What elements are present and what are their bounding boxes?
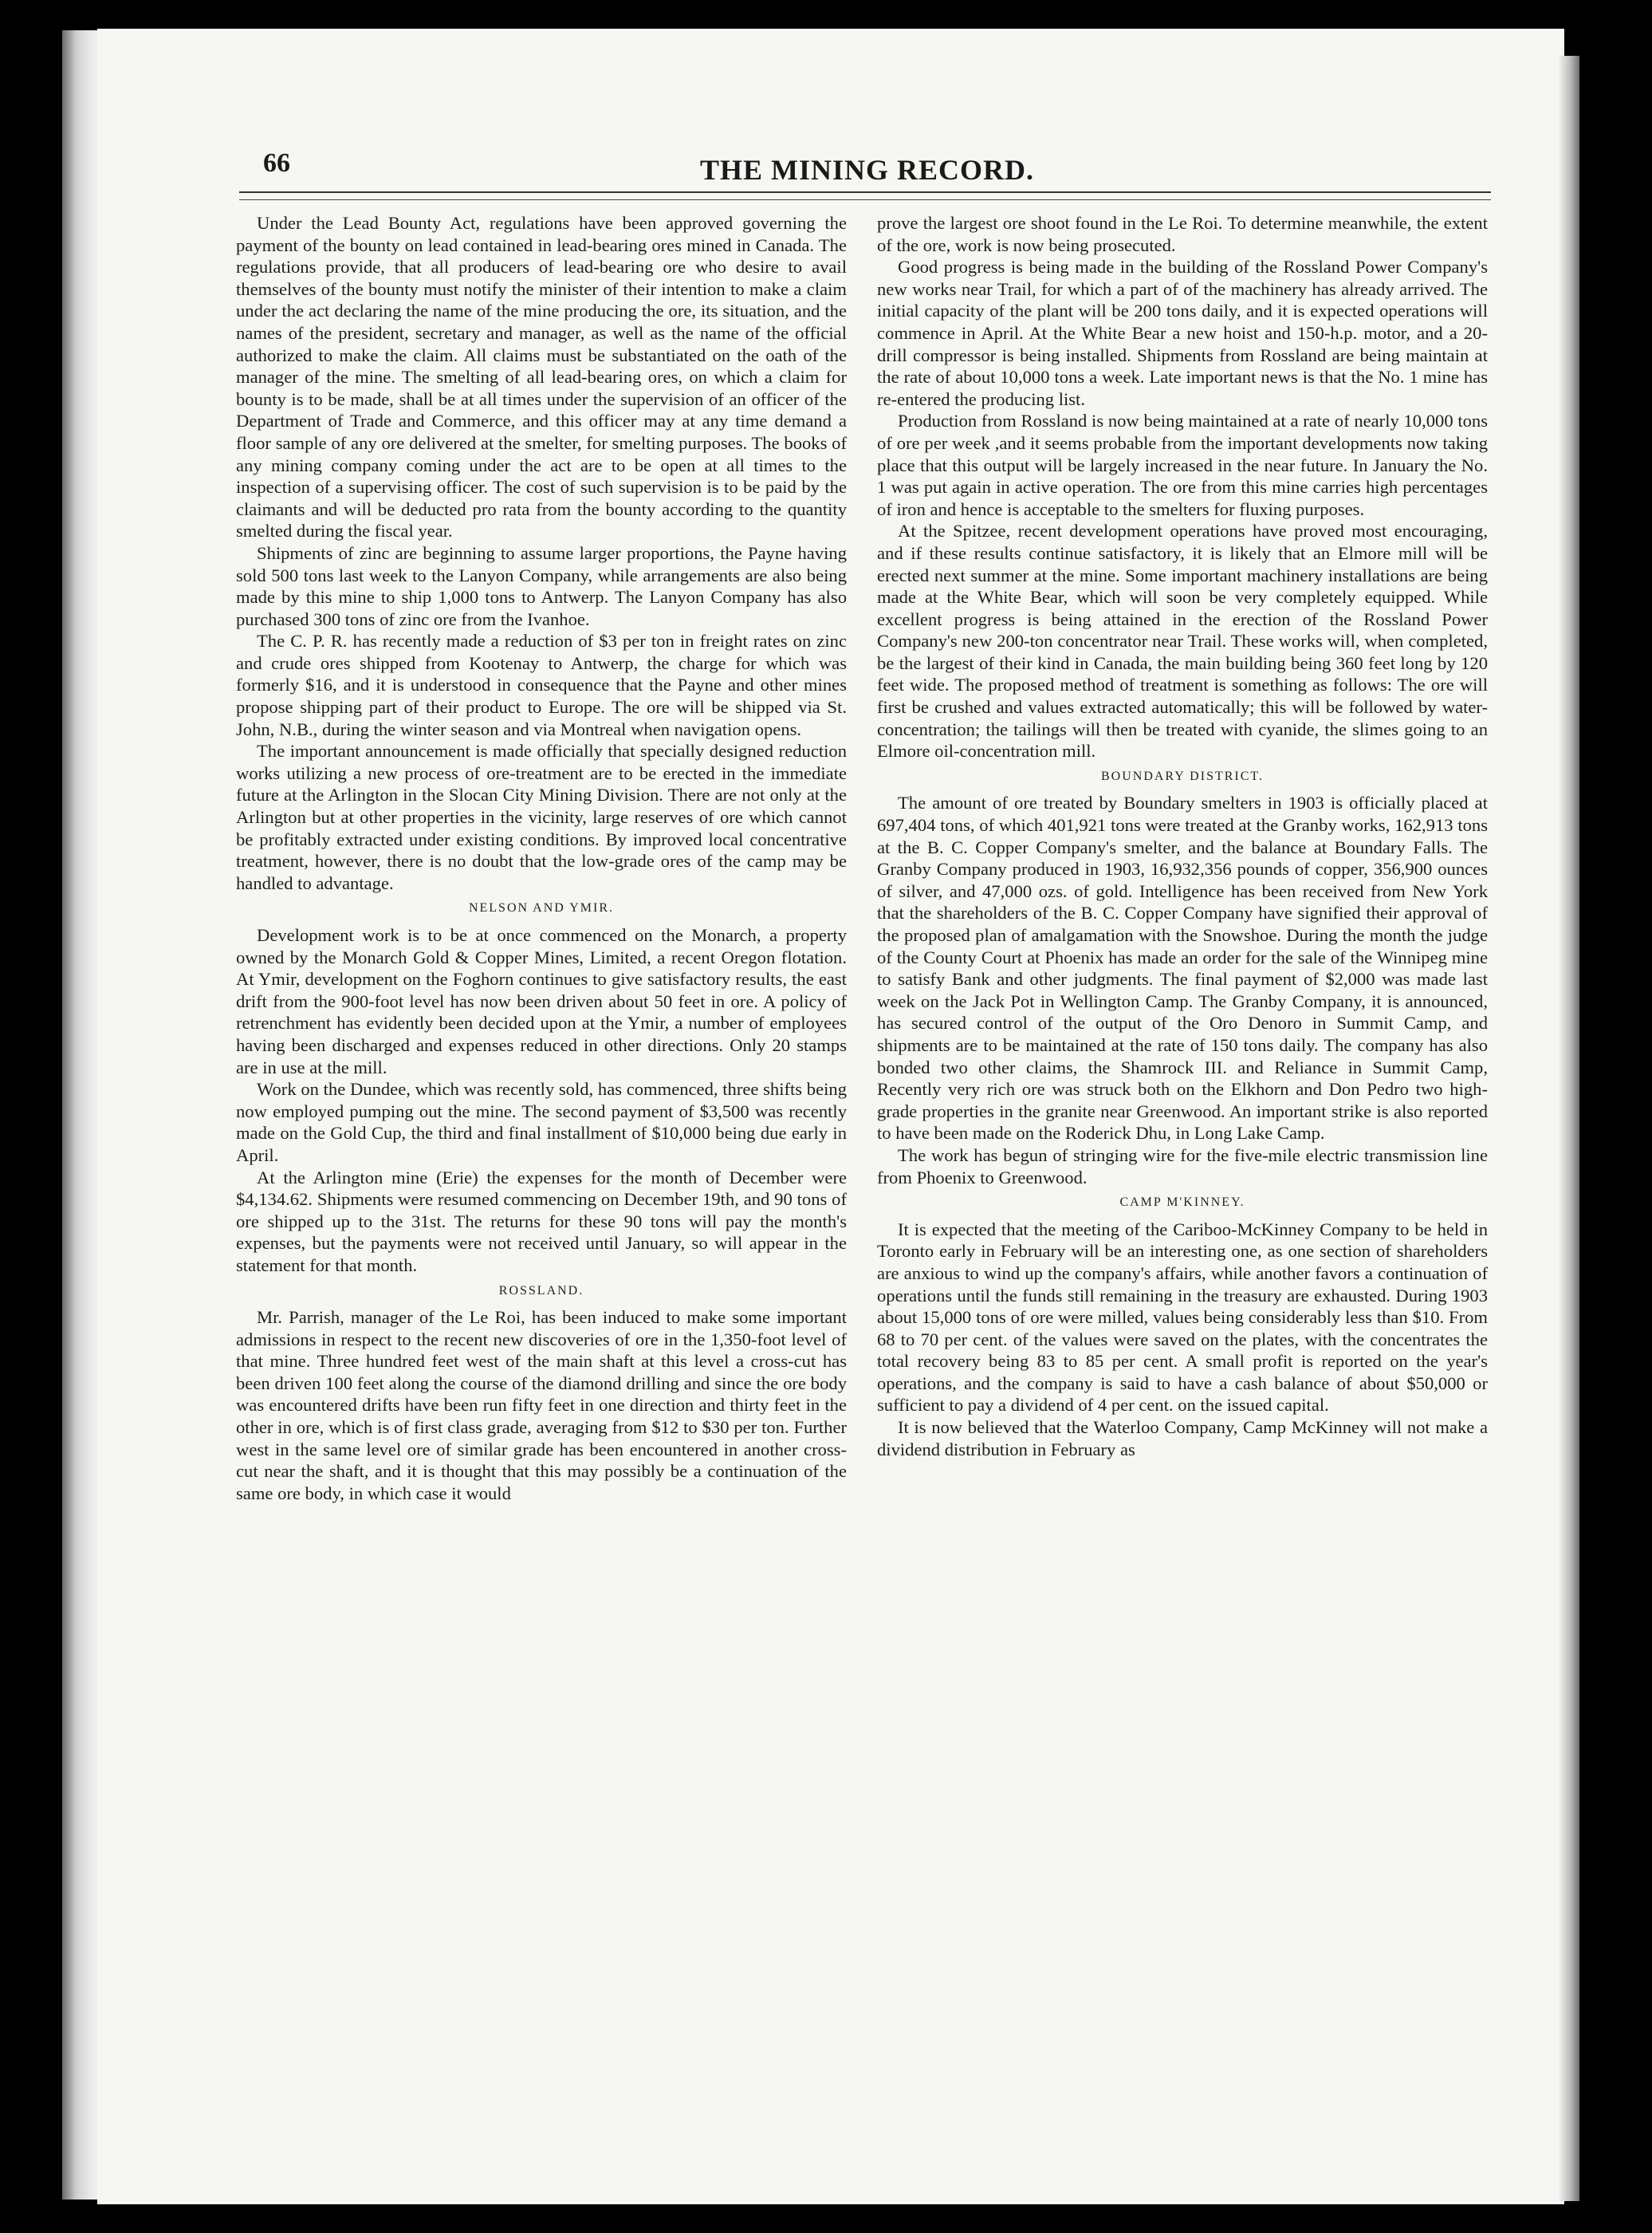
left-column <box>236 212 847 1504</box>
header-rule <box>239 191 1491 193</box>
section-heading-camp-mckinney: CAMP M'KINNEY. <box>1119 1195 1245 1210</box>
paragraph-lead-bounty: Under the Lead Bounty Act, regulations have been approved governing the payment of the bounty on lead contained in lead-bearing ores mined in Canada. The regulations provide, that all producers of lead-bearing ore who desire to avail themselves of the bounty must notify the minister of their intention to make a claim under the act declaring the name of the mine producing the ore, its situation, and the names of the president, secretary and manager, as well as the name of the official authorized to make the claim. All claims must be substantiated on the oath of the manager of the mine. The smelting of all lead-bearing ores, on which a claim for bounty is to be made, shall be at all times under the supervision of an officer of the Department of Trade and Commerce, and this officer may at any time demand a floor sample of any ore delivered at the smelter, for smelting purposes. The books of any mining company coming under the act are to be open at all times to the inspection of a supervising officer. The cost of such supervision is to be paid by the claimants and will be deducted pro rata from the bounty according to the quantity smelted during the fiscal year. <box>236 213 847 542</box>
paragraph-rossland-power: Good progress is being made in the building of the Rossland Power Company's new works near Trail, for which a part of of the machinery has already arrived. The initial capacity of the plant will be 200 tons daily, and it is expected operations will commence in April. At the White Bear a new hoist and 150-h.p. motor, and a 20-drill compressor is being installed. Shipments from Rossland are being maintain at the rate of about 10,000 tons a week. Late important news is that the No. 1 mine has re-entered the producing list. <box>877 257 1488 409</box>
paragraph-cariboo-mckinney: It is expected that the meeting of the Cariboo-McKinney Company to be held in Toronto early in February will be an interesting one, as one section of shareholders are anxious to wind up the company's affairs, while another favors a continuation of operations until the funds still remaining in the treasury are exhausted. During 1903 about 15,000 tons of ore were milled, values being considerably less than $10. From 68 to 70 per cent. of the values were saved on the plates, with the concentrates the total recovery being 83 to 85 per cent. A small profit is reported on the year's operations, and the company is said to have a cash balance of about $50,000 or sufficient to pay a dividend of 4 per cent. on the issued capital. <box>877 1219 1488 1416</box>
paragraph-waterloo: It is now believed that the Waterloo Company, Camp McKinney will not make a dividend distribution in February as <box>877 1417 1488 1459</box>
page-edge-shadow <box>1559 56 1579 2201</box>
header-rule-thin <box>239 199 1491 200</box>
paragraph-cpr-freight: The C. P. R. has recently made a reduction of $3 per ton in freight rates on zinc and crude ores shipped from Kootenay to Antwerp, the charge for which was formerly $16, and it is understood in consequence that the Payne and other mines propose shipping part of their product to Europe. The ore will be shipped via St. John, N.B., during the winter season and via Montreal when navigation opens. <box>236 631 847 739</box>
right-column <box>877 212 1488 1460</box>
scan-binding-edge <box>62 30 102 2200</box>
section-heading-boundary: BOUNDARY DISTRICT. <box>1100 769 1264 783</box>
paragraph-le-roi: Mr. Parrish, manager of the Le Roi, has been induced to make some important admissions in respect to the recent new discoveries of ore in the 1,350-foot level of that mine. Three hundred feet west of the main shaft at this level a cross-cut has been driven 100 feet along the course of the diamond drilling and since the ore body was encountered drifts have been run fifty feet in one direction and thirty feet in the other in ore, which is of first class grade, averaging from $12 to $30 per ton. Further west in the same level ore of similar grade has been encountered in another cross-cut near the shaft, and it is thought that this may possibly be a continuation of the same ore body, in which case it would <box>236 1307 847 1503</box>
paragraph-rossland-production: Production from Rossland is now being maintained at a rate of nearly 10,000 tons of ore per week ,and it seems probable from the important developments now taking place that this output will be largely increased in the near future. In January the No. 1 was put again in active operation. The ore from this mine carries high percentages of iron and hence is acceptable to the smelters for fluxing purposes. <box>877 411 1488 519</box>
paragraph-spitzee: At the Spitzee, recent development operations have proved most encouraging, and if these results continue satisfactory, it is likely that an Elmore mill will be erected next summer at the mine. Some important machinery installations are being made at the White Bear, which will soon be very completely equipped. While excellent progress is being attained in the erection of the Rossland Power Company's new 200-ton concentrator near Trail. These works will, when completed, be the largest of their kind in Canada, the main building being 360 feet long by 120 feet wide. The proposed method of treatment is something as follows: The ore will first be crushed and values extracted automatically; this will be followed by water-concentration; the tailings will then be treated with cyanide, the slimes going to an Elmore oil-concentration mill. <box>877 521 1488 762</box>
paragraph-arlington-works: The important announcement is made officially that specially designed reduction works utilizing a new process of ore-treatment are to be erected in the immediate future at the Arlington in the Slocan City Mining Division. There are not only at the Arlington but at other properties in the vicinity, large reserves of ore which cannot be profitably extracted under existing conditions. By improved local concentrative treatment, however, there is no doubt that the low-grade ores of the camp may be handled to advantage. <box>236 741 847 893</box>
running-title: THE MINING RECORD. <box>700 154 1035 186</box>
page-number: 66 <box>263 148 290 178</box>
paragraph-le-roi-continued: prove the largest ore shoot found in the Le Roi. To determine meanwhile, the extent of the ore, work is now being prosecuted. <box>877 213 1488 255</box>
paragraph-boundary-smelters: The amount of ore treated by Boundary smelters in 1903 is officially placed at 697,404 tons, of which 401,921 tons were treated at the Granby works, 162,913 tons at the B. C. Copper Company's smelter, and the balance at Boundary Falls. The Granby Company produced in 1903, 16,932,356 pounds of copper, 356,900 ounces of silver, and 47,000 ozs. of gold. Intelligence has been received from New York that the shareholders of the B. C. Copper Company have signified their approval of the proposed plan of amalgamation with the Snowshoe. During the month the judge of the County Court at Phoenix has made an order for the sale of the Winnipeg mine to satisfy Bank and other judgments. The final payment of $2,000 was made last week on the Jack Pot in Wellington Camp. The Granby Company, it is announced, has secured control of the output of the Oro Denoro in Summit Camp, and shipments are to be maintained at the rate of 150 tons daily. The company has also bonded two other claims, the Shamrock III. and Reliance in Summit Camp, Recently very rich ore was struck both on the Elkhorn and Don Pedro two high-grade properties in the granite near Greenwood. An important strike is also reported to have been made on the Roderick Dhu, in Long Lake Camp. <box>877 793 1488 1144</box>
paragraph-dundee: Work on the Dundee, which was recently sold, has commenced, three shifts being now employed pumping out the mine. The second payment of $3,500 was recently made on the Gold Cup, the third and final installment of $10,000 being due early in April. <box>236 1079 847 1165</box>
section-heading-rossland: ROSSLAND. <box>498 1283 584 1298</box>
paragraph-arlington-erie: At the Arlington mine (Erie) the expenses for the month of December were $4,134.62. Shipments were resumed commencing on December 19th, and 90 tons of ore shipped up to the 31st. The returns for these 90 tons will pay the month's expenses, but the payments were not received until January, so will appear in the statement for that month. <box>236 1167 847 1275</box>
section-heading-nelson-ymir: NELSON AND YMIR. <box>468 901 615 916</box>
paragraph-transmission-line: The work has begun of stringing wire for the five-mile electric transmission line from Phoenix to Greenwood. <box>877 1144 1488 1187</box>
paragraph-zinc-shipments: Shipments of zinc are beginning to assume larger proportions, the Payne having sold 500 tons last week to the Lanyon Company, while arrangements are also being made by this mine to ship 1,000 tons to Antwerp. The Lanyon Company has also purchased 300 tons of zinc ore from the Ivanhoe. <box>236 542 847 629</box>
paragraph-monarch: Development work is to be at once commenced on the Monarch, a property owned by the Monarch Gold & Copper Mines, Limited, a recent Oregon flotation. At Ymir, development on the Foghorn continues to give satisfactory results, the east drift from the 900-foot level has now been driven about 50 feet in ore. A policy of retrenchment has evidently been decided upon at the Ymir, a number of employees having been discharged and expenses reduced in other directions. Only 20 stamps are in use at the mill. <box>236 925 847 1077</box>
